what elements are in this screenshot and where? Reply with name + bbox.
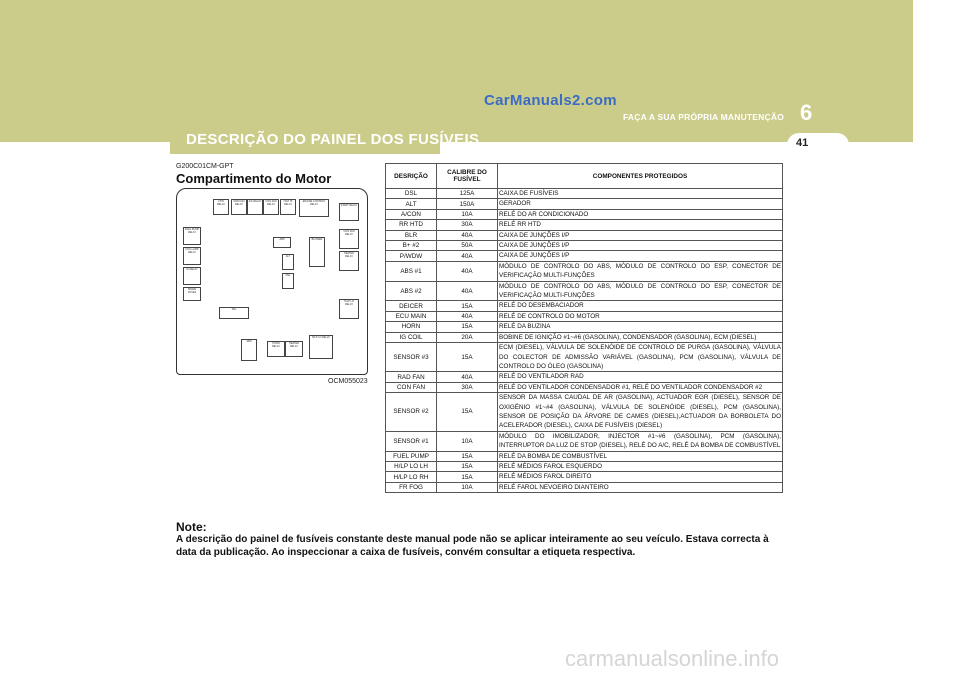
fuse-name-cell: BLR [386, 230, 437, 240]
fuse-name-cell: ABS #2 [386, 281, 437, 301]
fuse-name-cell: RR HTD [386, 220, 437, 230]
fuse-rating-cell: 15A [437, 472, 498, 482]
watermark-link[interactable]: CarManuals2.com [484, 92, 617, 109]
fuse-rating-cell: 40A [437, 251, 498, 261]
fuse-name-cell: FR FOG [386, 482, 437, 492]
fuse-name-cell: CON FAN [386, 382, 437, 392]
fuse-name-cell: P/WDW [386, 251, 437, 261]
fuse-name-cell: B+ #2 [386, 241, 437, 251]
fuse-name-cell: FUEL PUMP [386, 451, 437, 461]
diagram-box: ENGINE CONTROL RELAY [299, 199, 329, 217]
page-number: 41 [796, 137, 809, 149]
fuse-rating-cell: 15A [437, 393, 498, 432]
table-row [386, 393, 783, 432]
table-row [386, 241, 783, 251]
table-row [386, 199, 783, 209]
diagram-box: START RELAY [339, 203, 359, 221]
table-header-row [386, 164, 783, 189]
table-row [386, 281, 783, 301]
subheading: Compartimento do Motor [176, 171, 332, 186]
components-cell: MÓDULO DO IMOBILIZADOR, INJECTOR #1~#6 (GASOLINA), PCM (GASOLINA), INTERRUPTOR DA LUZ DE STOP (DIESEL), RELÉ DO A/C, RELÉ DA BOMBA DE COMBUSTÍVEL [499, 432, 781, 450]
components-cell: CAIXA DE JUNÇÕES I/P [498, 230, 783, 240]
column-header-description: DESRIÇÃO [386, 164, 437, 189]
components-cell: RELÉ MÉDIOS FAROL ESQUERDO [498, 461, 783, 471]
diagram-box: CON FAN RELAY [339, 229, 359, 249]
diagram-box: IG RELAY [183, 267, 201, 285]
table-row [386, 220, 783, 230]
fuse-rating-cell: 15A [437, 451, 498, 461]
table-row [386, 332, 783, 342]
diagram-box: RAD FAN RELAY [231, 199, 247, 215]
diagram-box: H/LP HI RELAY [280, 199, 296, 215]
components-cell: CAIXA DE FUSÍVEIS [498, 189, 783, 199]
table-row [386, 261, 783, 281]
table-row [386, 482, 783, 492]
components-cell: CAIXA DE JUNÇÕES I/P [498, 241, 783, 251]
diagram-caption: OCM055023 [328, 378, 368, 385]
table-row [386, 230, 783, 240]
table-row [386, 461, 783, 471]
table-body [386, 189, 783, 493]
diagram-box: DSL [282, 273, 294, 289]
note-title: Note: [176, 520, 207, 534]
fuse-rating-cell: 20A [437, 332, 498, 342]
components-cell: ECM (DIESEL), VÁLVULA DE SOLENÓIDE DE CONTROLO DE PURGA (GASOLINA), VÁLVULA DO COLECTOR DE ADMISSÃO VARIÁVEL (GASOLINA), PCM (GASOLINA), VÁLVULA DE CONTROLO DO ÓLEO (GASOLINA) [499, 344, 781, 370]
table-row [386, 372, 783, 382]
components-cell: RELÉ DA BUZINA [498, 322, 783, 332]
table-row [386, 251, 783, 261]
fuse-rating-cell: 15A [437, 461, 498, 471]
fuse-name-cell: SENSOR #1 [386, 431, 437, 451]
components-cell: GERADOR [498, 199, 783, 209]
diagram-box: ABS [241, 339, 257, 361]
diagram-box: HEATER RELAY [339, 251, 359, 271]
fuse-name-cell: RAD FAN [386, 372, 437, 382]
diagram-box: A/C RELAY [247, 199, 263, 215]
fuse-name-cell: HORN [386, 322, 437, 332]
column-header-components: COMPONENTES PROTEGIDOS [498, 164, 783, 189]
diagram-box: BLOWER [309, 237, 325, 267]
diagram-box: H/LP LO RELAY [339, 299, 359, 319]
note-body: A descrição do painel de fusíveis constante deste manual pode não se aplicar inteiramente ao seu veículo. Estava correcta à data da publicação. Ao inspeccionar a caixa de fusíveis, convém consultar a etiqueta respectiva. [176, 534, 769, 558]
table-row [386, 311, 783, 321]
components-cell: RELÉ DO AR CONDICIONADO [498, 209, 783, 219]
fuse-rating-cell: 40A [437, 230, 498, 240]
fuse-rating-cell: 40A [437, 372, 498, 382]
diagram-box: FUEL PUMP RELAY [183, 227, 201, 245]
components-cell: RELÉ DE CONTROLO DO MOTOR [498, 311, 783, 321]
column-header-rating: CALIBRE DO FUSÍVEL [437, 164, 498, 189]
fuse-rating-cell: 125A [437, 189, 498, 199]
diagram-box: TAIL [219, 307, 249, 319]
fuse-name-cell: H/LP LO LH [386, 461, 437, 471]
diagram-box: CON FAN RELAY [263, 199, 279, 215]
table-row [386, 343, 783, 372]
fuse-name-cell: ECU MAIN [386, 311, 437, 321]
section-title: DESCRIÇÃO DO PAINEL DOS FUSÍVEIS [186, 131, 480, 148]
components-cell: RELÉ DO VENTILADOR CONDENSADOR #1, RELÉ DO VENTILADOR CONDENSADOR #2 [498, 382, 783, 392]
fuse-rating-cell: 15A [437, 343, 498, 372]
fuse-name-cell: SENSOR #2 [386, 393, 437, 432]
diagram-box: ABS [273, 237, 291, 248]
watermark-footer[interactable]: carmanualsonline.info [565, 646, 780, 671]
components-cell: CAIXA DE JUNÇÕES I/P [498, 251, 783, 261]
fuse-rating-cell: 40A [437, 261, 498, 281]
fuse-rating-cell: 10A [437, 209, 498, 219]
fuse-name-cell: H/LP LO RH [386, 472, 437, 482]
table-row [386, 209, 783, 219]
fuse-rating-cell: 15A [437, 322, 498, 332]
table-row [386, 431, 783, 451]
fuse-name-cell: DEICER [386, 301, 437, 311]
components-cell: RELÉ FAROL NEVOEIRO DIANTEIRO [498, 482, 783, 492]
fuse-rating-cell: 40A [437, 281, 498, 301]
diagram-box: HORN RELAY [267, 341, 285, 357]
fuse-box-diagram [176, 188, 368, 375]
components-cell: RELÉ RR HTD [498, 220, 783, 230]
diagram-box: HEATER RELAY [285, 341, 303, 357]
fuse-name-cell: ABS #1 [386, 261, 437, 281]
fuse-rating-cell: 10A [437, 431, 498, 451]
diagram-box: SPARE FUSES [183, 287, 201, 301]
document-code: G200C01CM-GPT [176, 163, 234, 170]
fuse-rating-cell: 150A [437, 199, 498, 209]
diagram-box: CTW RELAY [213, 199, 229, 215]
components-cell: MÓDULO DE CONTROLO DO ABS, MÓDULO DE CONTROLO DO ESP, CONECTOR DE VERIFICAÇÃO MULTI-FUNÇÕES [499, 282, 781, 300]
fuse-name-cell: SENSOR #3 [386, 343, 437, 372]
fuse-name-cell: IG COIL [386, 332, 437, 342]
fuse-rating-cell: 40A [437, 311, 498, 321]
fuse-name-cell: DSL [386, 189, 437, 199]
fuse-rating-cell: 10A [437, 482, 498, 492]
components-cell: SENSOR DA MASSA CAUDAL DE AR (GASOLINA), ACTUADOR EGR (DIESEL), SENSOR DE OXIGÉNIO #1~#4 (GASOLINA), VÁLVULA DE SOLENÓIDE (DIESEL), PCM (GASOLINA), SENSOR DE POSIÇÃO DA ÁRVORE DE CAMES (DIESEL),ACTUADOR DA BORBOLETA DO ACELERADOR (DIESEL), CAIXA DE FUSÍVEIS (DIESEL) [499, 394, 781, 430]
fuse-rating-cell: 50A [437, 241, 498, 251]
table-row [386, 382, 783, 392]
fuse-table [385, 163, 783, 493]
components-cell: RELÉ DO VENTILADOR RAD [498, 372, 783, 382]
components-cell: RELÉ DA BOMBA DE COMBUSTÍVEL [498, 451, 783, 461]
components-cell: RELÉ MÉDIOS FAROL DIREITO [498, 472, 783, 482]
table-row [386, 472, 783, 482]
components-cell: RELÉ DO DESEMBACIADOR [498, 301, 783, 311]
chapter-title: FAÇA A SUA PRÓPRIA MANUTENÇÃO [623, 112, 785, 122]
diagram-box: H/LP LO RELAY [309, 335, 333, 359]
table-row [386, 189, 783, 199]
fuse-name-cell: A/CON [386, 209, 437, 219]
diagram-box: FOG LAMP RELAY [183, 247, 201, 265]
components-cell: BOBINE DE IGNIÇÃO #1~#6 (GASOLINA), CONDENSADOR (GASOLINA), ECM (DIESEL) [498, 332, 783, 342]
fuse-rating-cell: 30A [437, 382, 498, 392]
diagram-box: ALT [282, 254, 294, 270]
chapter-number: 6 [800, 100, 813, 125]
table-row [386, 301, 783, 311]
table-row [386, 451, 783, 461]
fuse-rating-cell: 30A [437, 220, 498, 230]
table-row [386, 322, 783, 332]
fuse-name-cell: ALT [386, 199, 437, 209]
fuse-rating-cell: 15A [437, 301, 498, 311]
components-cell: MÓDULO DE CONTROLO DO ABS, MÓDULO DE CONTROLO DO ESP, CONECTOR DE VERIFICAÇÃO MULTI-FUNÇÕES [499, 262, 781, 280]
